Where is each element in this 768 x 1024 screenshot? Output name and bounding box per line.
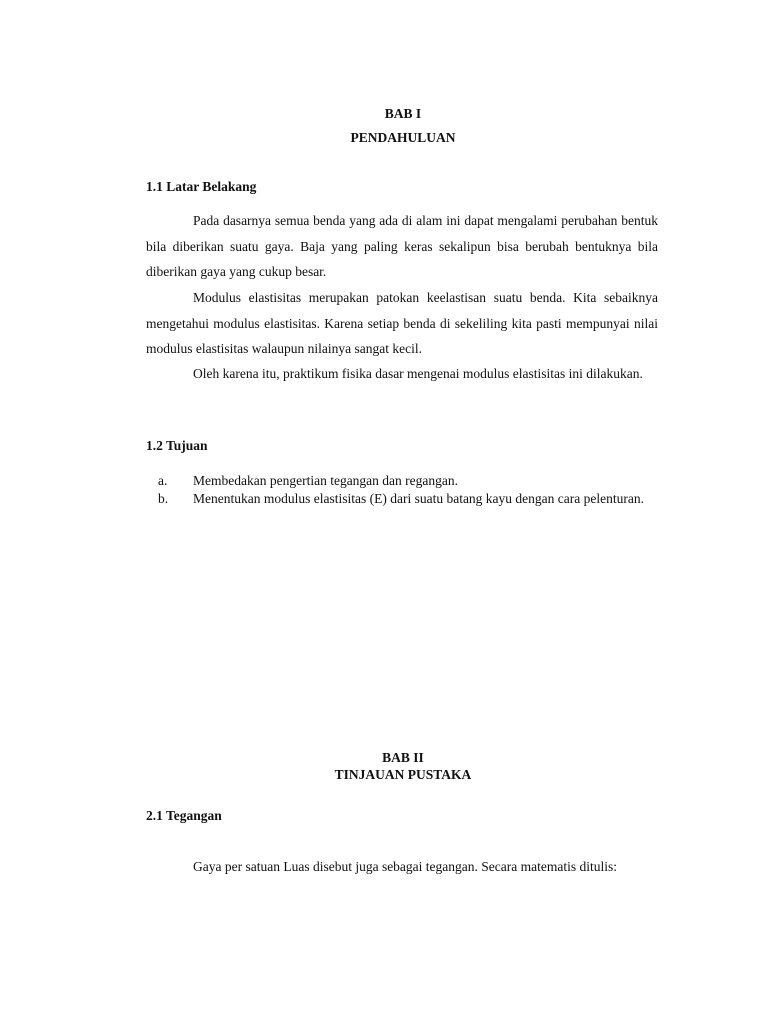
list-item-text: Menentukan modulus elastisitas (E) dari suatu batang kayu dengan cara pelenturan.	[193, 491, 644, 506]
list-item-text: Membedakan pengertian tegangan dan regangan.	[193, 473, 459, 488]
chapter-1-title: PENDAHULUAN	[350, 130, 456, 145]
paragraph-tegangan-1: Gaya per satuan Luas disebut juga sebagai tegangan. Secara matematis ditulis:	[193, 859, 617, 874]
tujuan-list	[146, 472, 658, 512]
section-1-1-title: 1.1 Latar Belakang	[146, 179, 257, 194]
chapter-2-label: BAB II	[382, 750, 424, 765]
list-item	[146, 490, 658, 512]
chapter-1-label: BAB I	[384, 106, 422, 121]
section-1-2-title: 1.2 Tujuan	[146, 438, 208, 453]
list-marker: b.	[158, 491, 169, 506]
paragraph-latar-belakang-1: Pada dasarnya semua benda yang ada di alam ini dapat mengalami perubahan bentuk bila diberikan suatu gaya. Baja yang paling keras sekalipun bisa berubah bentuknya bila diberikan gaya yang cukup besar.	[146, 213, 658, 279]
section-2-1-title: 2.1 Tegangan	[146, 808, 222, 823]
list-marker: a.	[158, 473, 168, 488]
paragraph-latar-belakang-3: Oleh karena itu, praktikum fisika dasar mengenai modulus elastisitas ini dilakukan.	[193, 366, 643, 381]
paragraph-latar-belakang-2: Modulus elastisitas merupakan patokan keelastisan suatu benda. Kita sebaiknya mengetahui modulus elastisitas. Karena setiap benda di sekeliling kita pasti mempunyai nilai modulus elastisitas walaupun nilainya sangat kecil.	[146, 290, 658, 356]
chapter-2-title: TINJAUAN PUSTAKA	[334, 767, 472, 782]
